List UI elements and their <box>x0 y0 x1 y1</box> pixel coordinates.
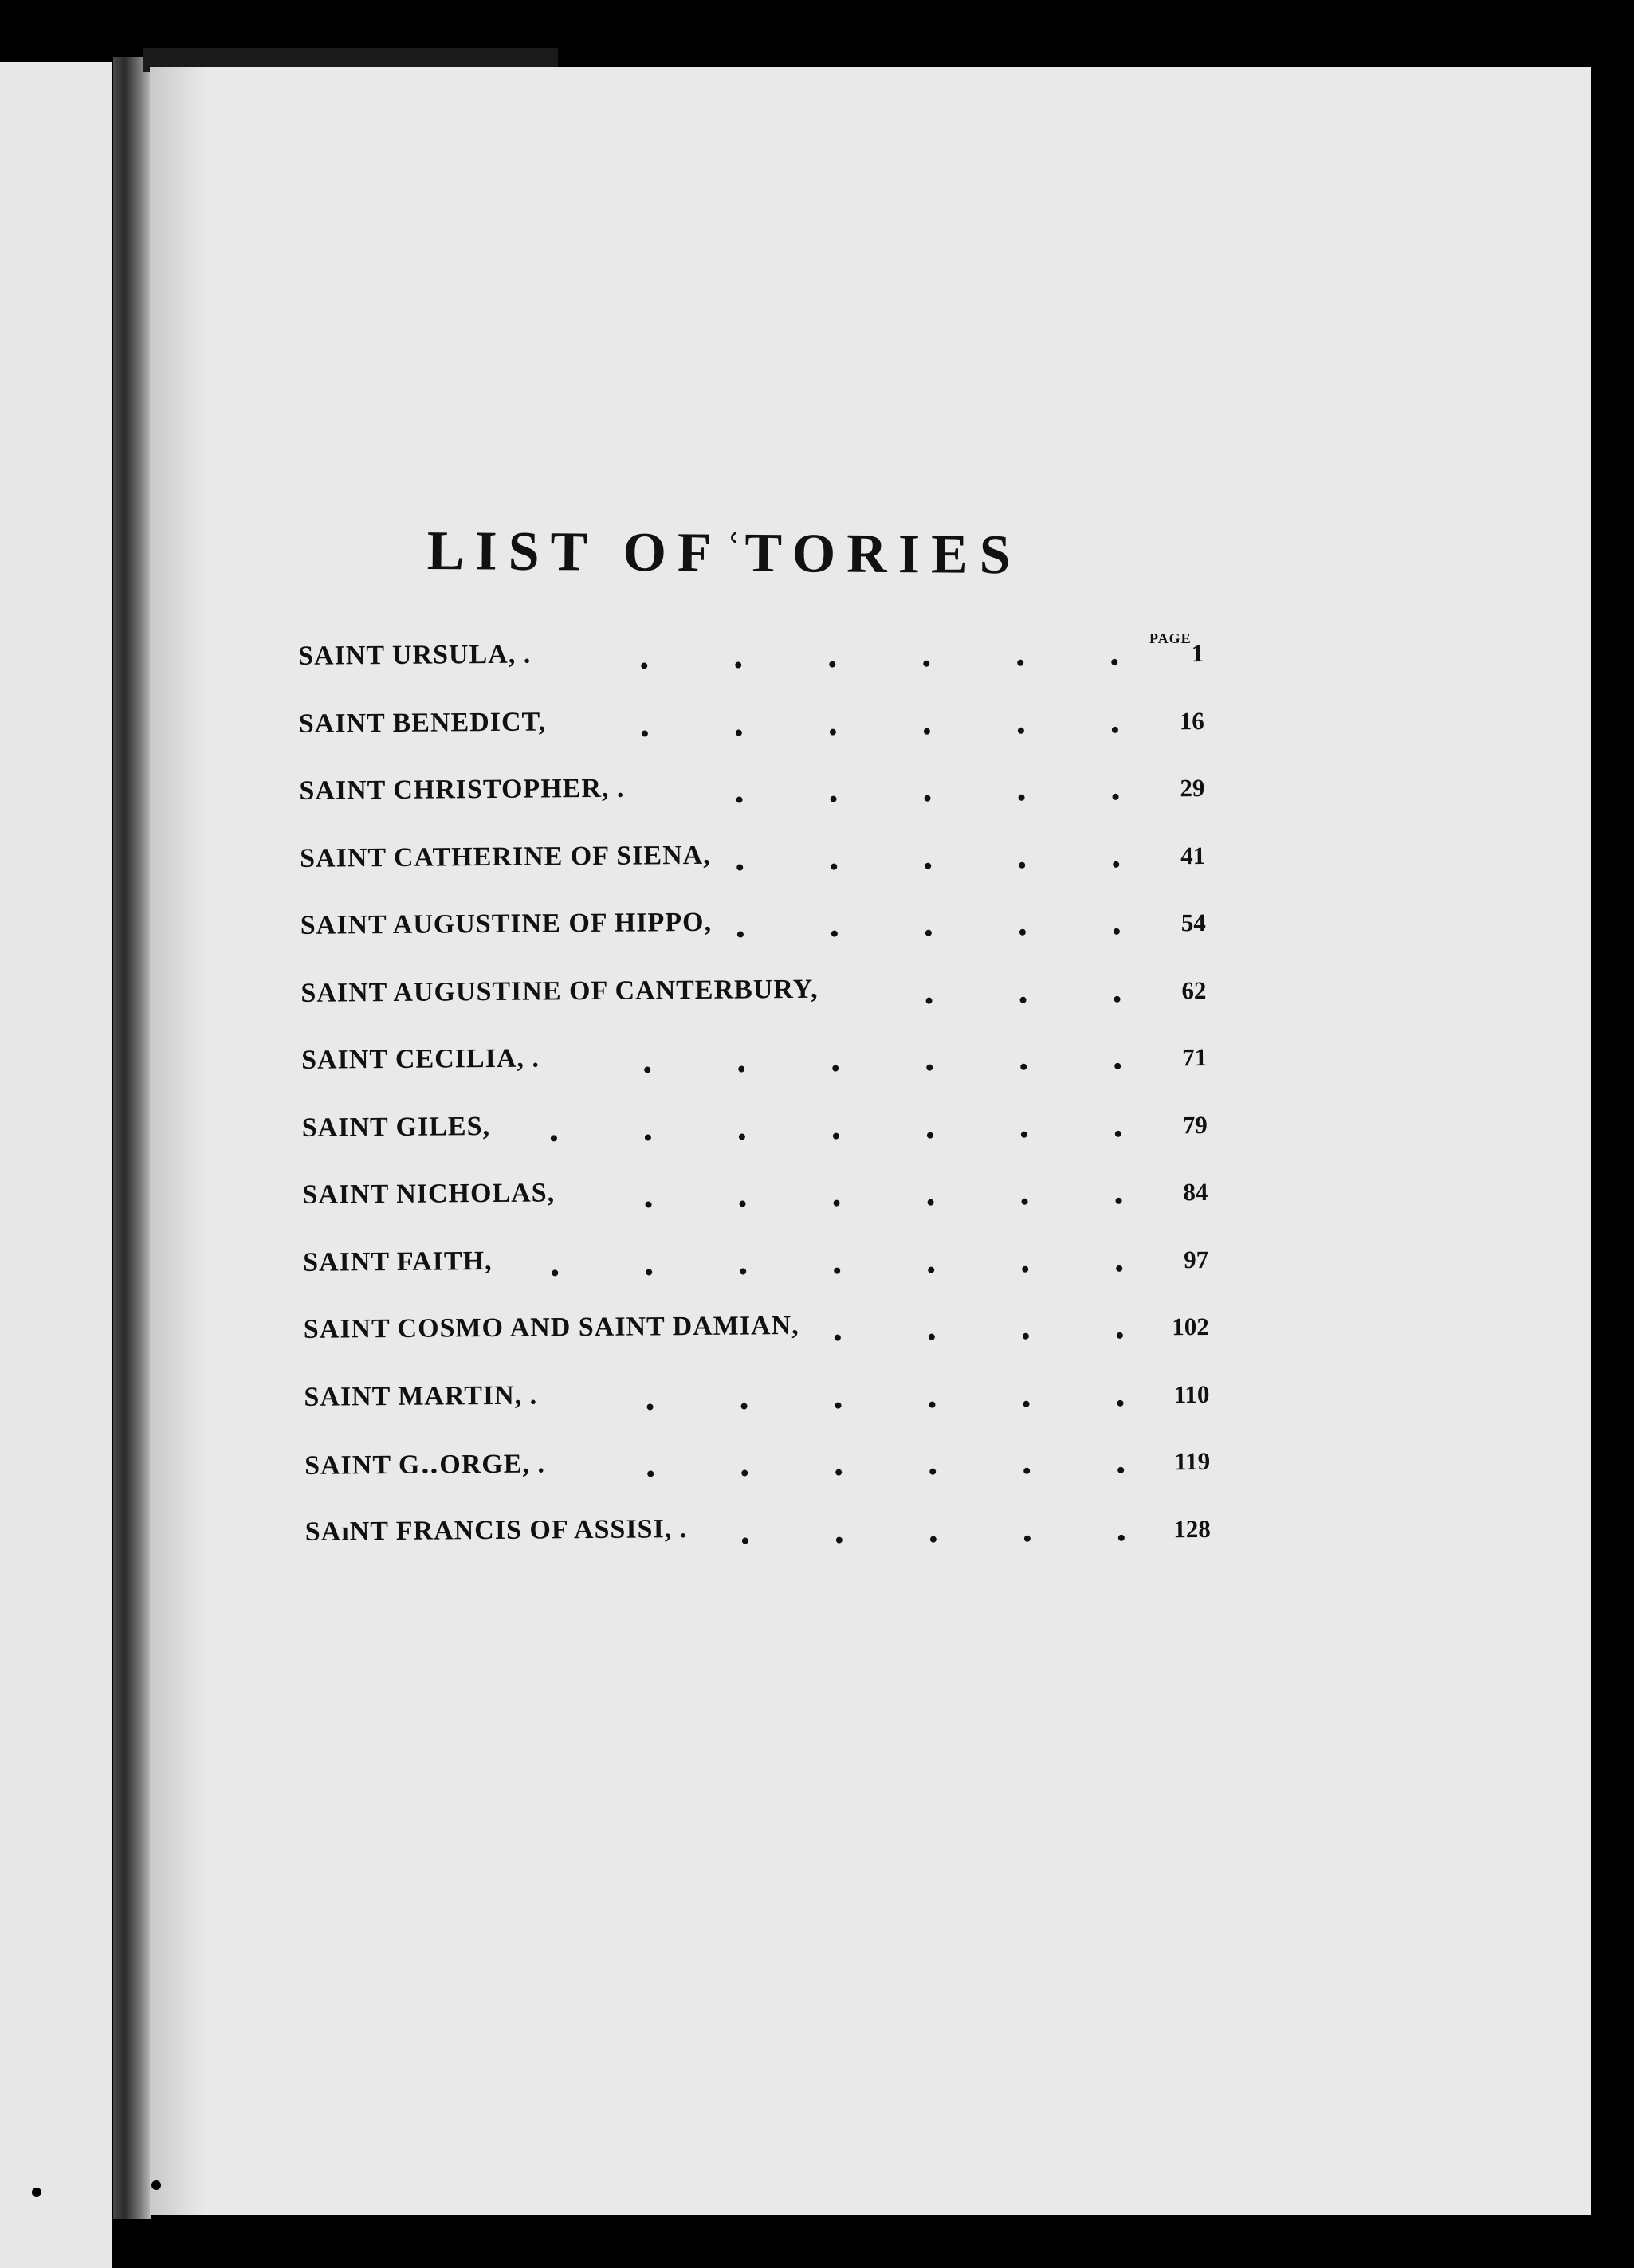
leader-dot <box>1022 1199 1028 1205</box>
leader-dot <box>646 1269 652 1275</box>
page-title: LIST OF ͑TORIES <box>426 520 1022 587</box>
toc-entry-title: SAINT COSMO AND SAINT DAMIAN, <box>303 1310 799 1344</box>
leader-dot <box>928 1199 934 1206</box>
toc-entry-title: SAINT CHRISTOPHER, . <box>299 773 625 806</box>
toc-entry <box>293 1442 1211 1517</box>
leader-dot <box>1021 1131 1027 1137</box>
toc-entry-title: SAINT URSULA, . <box>297 639 532 671</box>
toc-entry-title: SAINT GILES, <box>301 1111 491 1143</box>
leader-dot <box>923 661 929 667</box>
leader-dot <box>742 1537 748 1544</box>
leader-dot <box>929 1334 935 1340</box>
leader-dot <box>835 1335 841 1341</box>
leader-dot <box>829 661 835 668</box>
leader-dot <box>1115 1130 1121 1136</box>
leader-dot <box>833 1132 839 1139</box>
toc-entry-title: SAINT G‥ORGE, . <box>304 1449 546 1481</box>
leader-dot <box>929 1401 936 1407</box>
leader-dots <box>288 777 1165 816</box>
leader-dot <box>741 1469 748 1476</box>
leader-dot <box>930 1536 937 1542</box>
leader-dot <box>927 1132 933 1138</box>
toc-entry <box>293 1375 1210 1450</box>
toc-entry <box>292 1240 1209 1315</box>
leader-dots <box>294 1518 1171 1557</box>
toc-entry-page-number: 54 <box>1180 908 1206 937</box>
toc-entry <box>288 769 1205 844</box>
toc-entry-page-number: 97 <box>1183 1245 1209 1273</box>
leader-dot <box>740 1268 746 1274</box>
leader-dot <box>740 1201 746 1207</box>
leader-dot <box>832 1065 839 1072</box>
leader-dots <box>289 979 1166 1018</box>
toc-entry-page-number: 119 <box>1174 1446 1211 1476</box>
leader-dot <box>1114 928 1120 935</box>
leader-dot <box>1020 1064 1027 1070</box>
leader-dot <box>737 932 744 938</box>
speck <box>32 2188 41 2197</box>
leader-dot <box>1116 1265 1122 1271</box>
leader-dot <box>736 864 743 870</box>
leader-dot <box>1113 794 1119 800</box>
leader-dot <box>1020 996 1027 1003</box>
leader-dot <box>831 863 837 869</box>
leader-dot <box>926 997 933 1003</box>
leader-dot <box>1024 1535 1031 1541</box>
leader-dots <box>293 1316 1169 1355</box>
leader-dot <box>552 1269 558 1276</box>
leader-dot <box>1113 861 1119 867</box>
facing-page-edge <box>0 62 112 2268</box>
leader-dot <box>647 1403 654 1410</box>
toc-entry <box>289 836 1206 911</box>
leader-dots <box>289 912 1166 951</box>
leader-dot <box>1114 1063 1121 1069</box>
leader-dot <box>1117 1399 1124 1406</box>
leader-dot <box>925 862 931 869</box>
leader-dot <box>735 662 741 669</box>
toc-entry <box>291 1105 1208 1180</box>
leader-dot <box>647 1470 654 1477</box>
leader-dot <box>1023 1333 1029 1340</box>
leader-dot <box>644 1066 650 1073</box>
leader-dot <box>645 1134 651 1140</box>
toc-entry-page-number: 41 <box>1180 841 1206 869</box>
leader-dots <box>287 639 1164 681</box>
leader-dot <box>1019 795 1025 801</box>
toc-entry-page-number: 1 <box>1191 638 1204 668</box>
leader-dot <box>1018 727 1024 733</box>
leader-dot <box>741 1403 748 1409</box>
toc-entry-page-number: 71 <box>1181 1042 1208 1072</box>
toc-entry-page-number: 110 <box>1173 1379 1210 1408</box>
toc-entry-title: SAıNT FRANCIS OF ASSISI, . <box>304 1513 688 1547</box>
toc-entry <box>294 1509 1212 1584</box>
leader-dot <box>834 1267 840 1273</box>
toc-entry-page-number: 29 <box>1180 773 1205 802</box>
leader-dot <box>646 1201 652 1207</box>
toc-entry-page-number: 62 <box>1181 975 1207 1004</box>
toc-entry-title: SAINT BENEDICT, <box>298 706 547 739</box>
leader-dot <box>641 662 647 669</box>
leader-dot <box>924 728 930 734</box>
leader-dot <box>1117 1467 1124 1473</box>
leader-dot <box>835 1402 842 1408</box>
leader-dot <box>642 730 648 736</box>
leader-dot <box>835 1469 842 1476</box>
speck <box>151 2180 161 2190</box>
toc-entry-page-number: 79 <box>1182 1110 1208 1139</box>
leader-dot <box>1117 1332 1123 1339</box>
toc-entry <box>290 1038 1208 1113</box>
toc-entry-title: SAINT CECILIA, . <box>300 1043 540 1075</box>
leader-dot <box>830 728 836 735</box>
leader-dots <box>293 1383 1169 1422</box>
leader-dot <box>1118 1534 1125 1540</box>
toc-entry <box>291 1173 1208 1248</box>
leader-dot <box>1019 929 1026 936</box>
leader-dot <box>836 1536 843 1543</box>
leader-dot <box>834 1200 840 1207</box>
leader-dot <box>925 930 932 936</box>
leader-dot <box>1023 1468 1030 1474</box>
leader-dot <box>1111 659 1117 665</box>
toc-entry <box>289 904 1207 979</box>
leader-dot <box>1116 1198 1122 1204</box>
leader-dot <box>1112 726 1118 732</box>
toc-entry-title: SAINT AUGUSTINE OF HIPPO, <box>300 907 713 940</box>
toc-entry-page-number: 128 <box>1173 1514 1211 1543</box>
leader-dot <box>1017 660 1023 666</box>
toc-entry <box>293 1308 1210 1383</box>
toc-entry-title: SAINT CATHERINE OF SIENA, <box>299 840 711 873</box>
toc-entry <box>287 634 1204 709</box>
toc-entry-title: SAINT NICHOLAS, <box>302 1178 556 1210</box>
book-gutter <box>113 57 151 2219</box>
leader-dot <box>925 795 931 802</box>
leader-dot <box>736 729 742 736</box>
leader-dot <box>1023 1400 1030 1407</box>
toc-entry-page-number: 84 <box>1183 1177 1208 1207</box>
leader-dots <box>293 1450 1170 1489</box>
leader-dot <box>551 1135 557 1141</box>
leader-dots <box>291 1111 1168 1153</box>
toc-entry <box>289 971 1207 1046</box>
leader-dots <box>289 845 1165 884</box>
leader-dot <box>1022 1265 1028 1272</box>
table-of-contents <box>287 634 1211 1584</box>
leader-dot <box>831 796 837 802</box>
leader-dots <box>292 1249 1169 1288</box>
toc-entry-title: SAINT AUGUSTINE OF CANTERBURY, <box>300 974 819 1008</box>
leader-dots <box>291 1181 1168 1220</box>
leader-dot <box>929 1469 936 1475</box>
page-inner-shadow <box>150 67 206 2215</box>
leader-dot <box>739 1133 745 1140</box>
leader-dot <box>928 1266 934 1273</box>
leader-dot <box>738 1066 744 1073</box>
page-column-heading: PAGE <box>1149 630 1192 646</box>
leader-dot <box>1019 861 1025 868</box>
toc-entry-title: SAINT FAITH, <box>302 1246 493 1277</box>
toc-entry-page-number: 16 <box>1179 706 1204 735</box>
leader-dot <box>736 797 743 803</box>
leader-dot <box>926 1065 933 1071</box>
toc-entry-page-number: 102 <box>1172 1312 1209 1341</box>
leader-dot <box>1114 995 1121 1002</box>
toc-entry-title: SAINT MARTIN, . <box>304 1380 538 1412</box>
toc-entry <box>288 701 1205 776</box>
leader-dot <box>831 931 838 937</box>
leader-dots <box>288 710 1165 749</box>
leader-dots <box>290 1043 1167 1085</box>
